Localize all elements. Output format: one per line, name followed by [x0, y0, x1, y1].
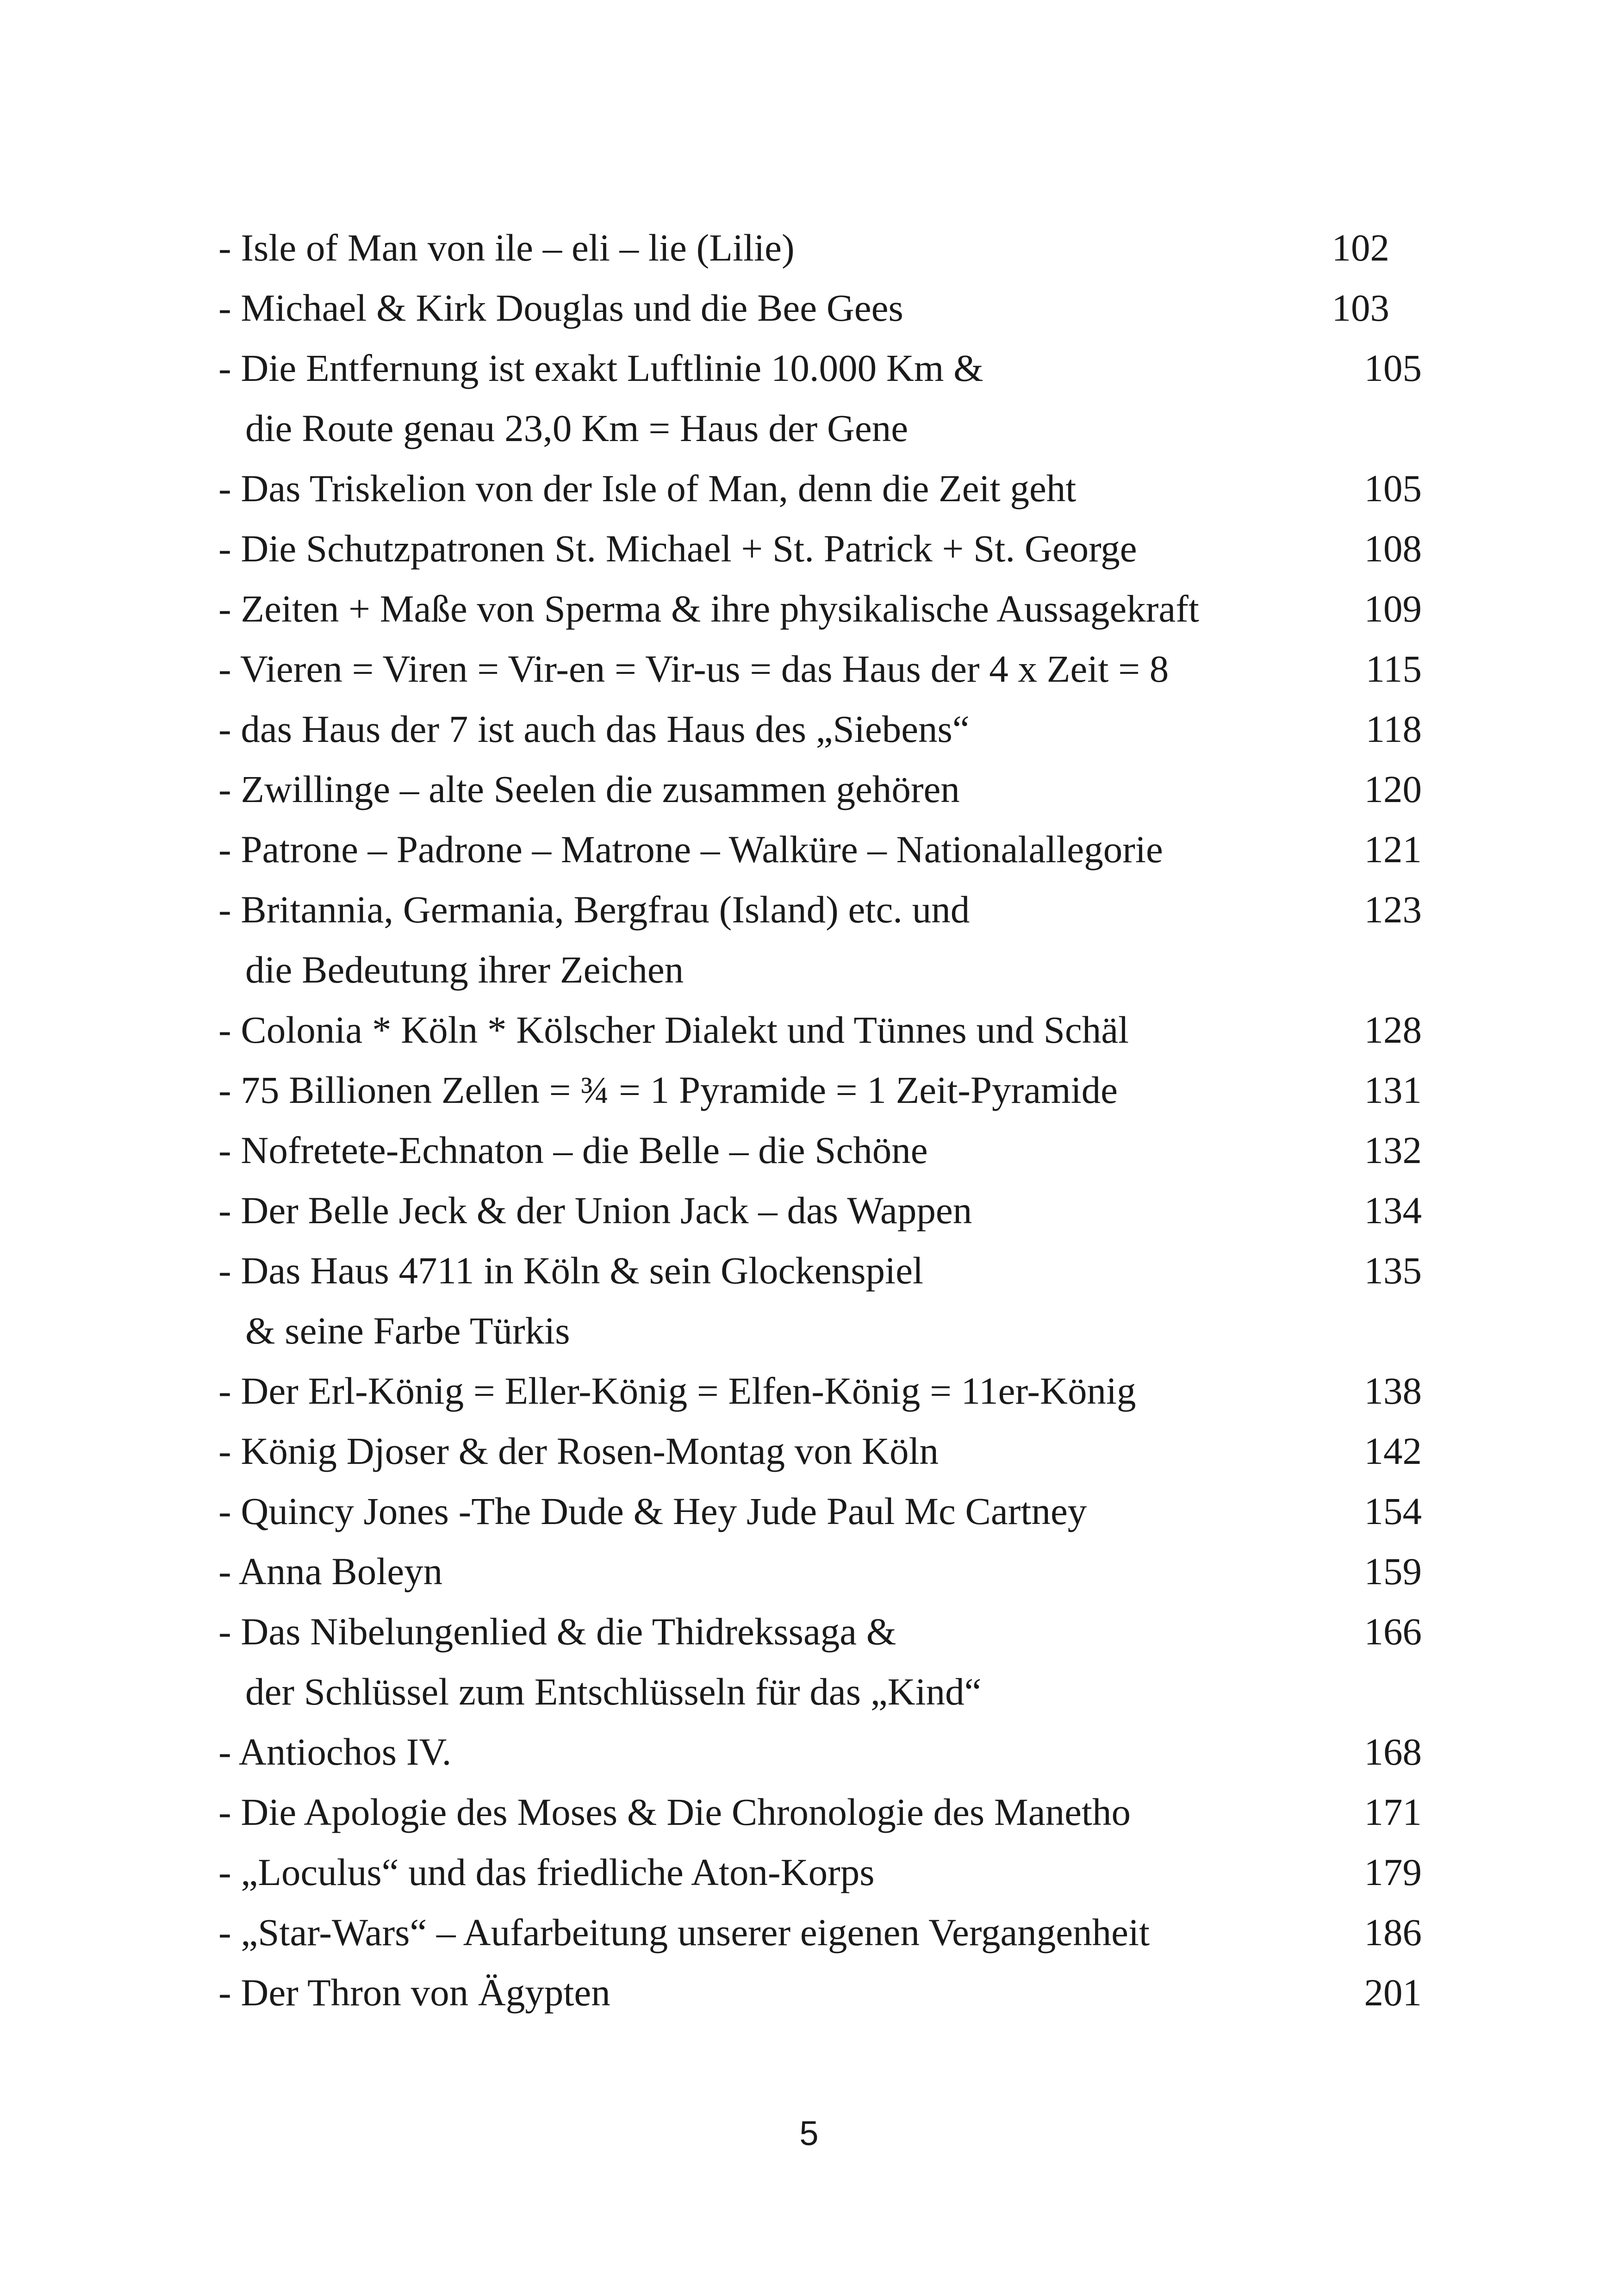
toc-entry [218, 458, 1422, 518]
toc-entry-title: - Antiochos IV. [218, 1730, 452, 1773]
toc-entry [218, 759, 1422, 819]
toc-entry-title: - Das Nibelungenlied & die Thidrekssaga & [218, 1610, 896, 1653]
toc-entry-title: - Das Haus 4711 in Köln & sein Glockenspiel [218, 1249, 923, 1292]
toc-entry-title: - „Loculus“ und das friedliche Aton-Korps [218, 1851, 875, 1893]
toc-entry-title: - Britannia, Germania, Bergfrau (Island) etc. und [218, 888, 970, 931]
table-of-contents [218, 218, 1422, 2022]
toc-entry-title: - Anna Boleyn [218, 1550, 443, 1593]
toc-entry-title: - Der Thron von Ägypten [218, 1971, 610, 2014]
toc-entry-title: - Patrone – Padrone – Matrone – Walküre – Nationalallegorie [218, 828, 1163, 871]
toc-entry-page: 115 [1365, 647, 1422, 690]
toc-entry-title: - Die Schutzpatronen St. Michael + St. Patrick + St. George [218, 527, 1137, 570]
toc-entry-page: 154 [1364, 1490, 1422, 1532]
toc-entry-page: 118 [1365, 708, 1422, 750]
toc-entry [218, 1782, 1422, 1842]
toc-entry-title: - Das Triskelion von der Isle of Man, denn die Zeit geht [218, 467, 1077, 510]
toc-entry-page: 142 [1364, 1430, 1422, 1472]
toc-entry-title: - „Star-Wars“ – Aufarbeitung unserer eigenen Vergangenheit [218, 1911, 1150, 1954]
toc-entry-page: 171 [1364, 1791, 1422, 1833]
toc-entry [218, 1240, 1422, 1300]
toc-entry [218, 1000, 1422, 1060]
toc-entry-title: - Der Belle Jeck & der Union Jack – das Wappen [218, 1189, 972, 1232]
toc-entry-page: 186 [1364, 1911, 1422, 1954]
toc-entry-title: der Schlüssel zum Entschlüsseln für das „Kind“ [245, 1670, 982, 1713]
toc-entry [218, 1060, 1422, 1120]
toc-entry-page: 121 [1364, 828, 1422, 871]
toc-entry-page: 123 [1364, 888, 1422, 931]
toc-entry-page: 138 [1364, 1369, 1422, 1412]
toc-entry [218, 819, 1422, 879]
toc-entry-page: 131 [1364, 1069, 1422, 1111]
toc-entry-page: 168 [1364, 1730, 1422, 1773]
toc-entry-page: 108 [1364, 527, 1422, 570]
toc-entry-title: - Der Erl-König = Eller-König = Elfen-König = 11er-König [218, 1369, 1136, 1412]
toc-entry-page: 128 [1364, 1008, 1422, 1051]
toc-entry [218, 699, 1422, 759]
toc-entry-title: - Zeiten + Maße von Sperma & ihre physikalische Aussagekraft [218, 587, 1199, 630]
toc-entry-title: - Quincy Jones -The Dude & Hey Jude Paul Mc Cartney [218, 1490, 1087, 1532]
toc-entry-page: 105 [1364, 347, 1422, 389]
toc-entry-continuation [218, 940, 1422, 1000]
toc-entry [218, 639, 1422, 699]
toc-entry [218, 1962, 1422, 2022]
toc-entry [218, 518, 1422, 579]
toc-entry-title: die Bedeutung ihrer Zeichen [245, 948, 684, 991]
toc-entry-title: - Zwillinge – alte Seelen die zusammen gehören [218, 768, 960, 810]
toc-entry-title: - Isle of Man von ile – eli – lie (Lilie) [218, 226, 795, 269]
toc-entry-page: 102 [1332, 226, 1389, 269]
toc-entry [218, 1601, 1422, 1661]
toc-entry [218, 579, 1422, 639]
toc-entry [218, 1361, 1422, 1421]
toc-entry-title: - Nofretete-Echnaton – die Belle – die Schöne [218, 1129, 928, 1171]
toc-entry [218, 1421, 1422, 1481]
toc-entry-page: 103 [1332, 286, 1389, 329]
toc-entry-title: - Die Entfernung ist exakt Luftlinie 10.000 Km & [218, 347, 983, 389]
toc-entry [218, 218, 1422, 278]
toc-entry-title: - Colonia * Köln * Kölscher Dialekt und Tünnes und Schäl [218, 1008, 1129, 1051]
toc-entry-title: - König Djoser & der Rosen-Montag von Köln [218, 1430, 939, 1472]
toc-entry [218, 1481, 1422, 1541]
toc-entry [218, 1541, 1422, 1601]
toc-entry-page: 105 [1364, 467, 1422, 510]
toc-entry-page: 109 [1364, 587, 1422, 630]
toc-entry-page: 120 [1364, 768, 1422, 810]
toc-entry-title: & seine Farbe Türkis [245, 1309, 570, 1352]
toc-entry [218, 278, 1422, 338]
toc-entry [218, 879, 1422, 940]
toc-entry-continuation [218, 1300, 1422, 1361]
toc-entry-continuation [218, 398, 1422, 458]
toc-entry [218, 1180, 1422, 1240]
toc-entry-page: 132 [1364, 1129, 1422, 1171]
toc-entry-page: 134 [1364, 1189, 1422, 1232]
toc-entry-title: - Die Apologie des Moses & Die Chronologie des Manetho [218, 1791, 1131, 1833]
toc-entry [218, 1842, 1422, 1902]
toc-entry-page: 159 [1364, 1550, 1422, 1593]
toc-entry [218, 1902, 1422, 1962]
toc-entry [218, 1722, 1422, 1782]
toc-entry-page: 179 [1364, 1851, 1422, 1893]
toc-entry [218, 338, 1422, 398]
page-number: 5 [799, 2114, 819, 2153]
toc-entry-title: - Michael & Kirk Douglas und die Bee Gees [218, 286, 903, 329]
toc-entry-page: 201 [1364, 1971, 1422, 2014]
toc-entry-page: 166 [1364, 1610, 1422, 1653]
toc-entry-title: - das Haus der 7 ist auch das Haus des „Siebens“ [218, 708, 970, 750]
toc-entry-page: 135 [1364, 1249, 1422, 1292]
toc-entry-title: - Vieren = Viren = Vir-en = Vir-us = das Haus der 4 x Zeit = 8 [218, 647, 1169, 690]
toc-entry [218, 1120, 1422, 1180]
toc-entry-continuation [218, 1661, 1422, 1722]
toc-entry-title: - 75 Billionen Zellen = ¾ = 1 Pyramide = 1 Zeit-Pyramide [218, 1069, 1118, 1111]
toc-entry-title: die Route genau 23,0 Km = Haus der Gene [245, 407, 909, 449]
